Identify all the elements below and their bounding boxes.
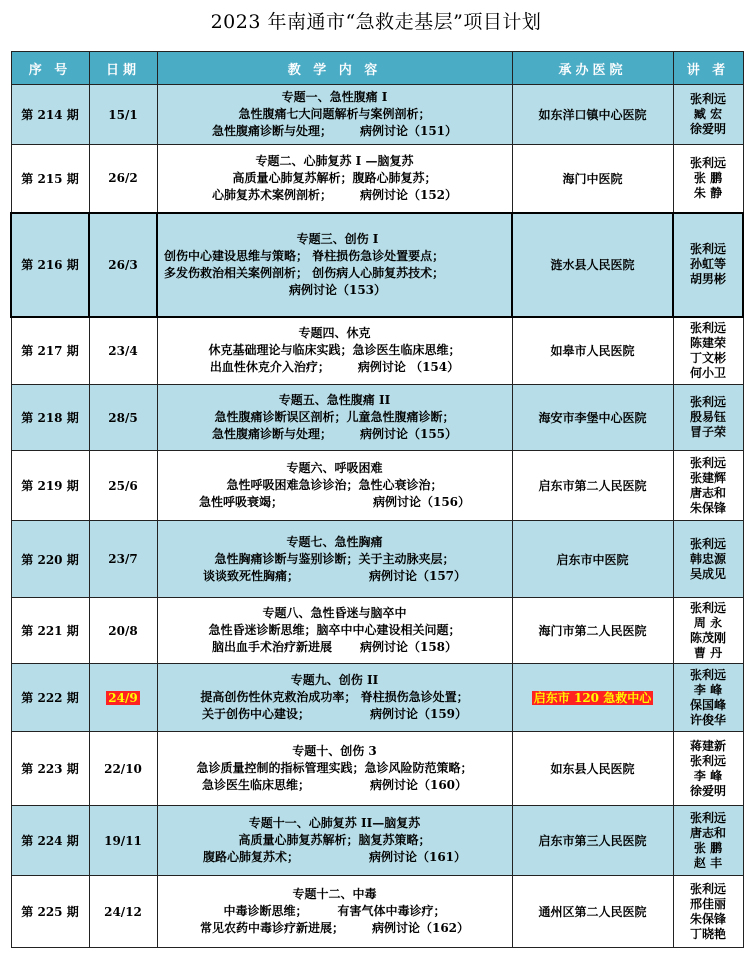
seq-cell: 第 216 期 bbox=[11, 213, 89, 317]
topic-text: 专题一、急性腹痛 I bbox=[281, 90, 388, 104]
table-row bbox=[11, 806, 743, 876]
content-line: 高质量心肺复苏解析；脑复苏策略； bbox=[238, 833, 431, 847]
table-row bbox=[11, 385, 743, 451]
topic-text: 专题三、创伤 I bbox=[296, 231, 379, 246]
seq-cell: 第 221 期 bbox=[11, 598, 89, 664]
header-seq: 序 号 bbox=[11, 52, 89, 85]
content-line: 急性腹痛诊断与处理； 病例讨论（151） bbox=[211, 124, 458, 138]
hospital-cell: 海门中医院 bbox=[512, 145, 673, 213]
content-cell bbox=[157, 213, 512, 317]
content-line: 急性腹痛诊断误区剖析；儿童急性腹痛诊断； bbox=[214, 410, 455, 424]
seq-cell: 第 225 期 bbox=[11, 876, 89, 948]
hospital-cell: 涟水县人民医院 bbox=[512, 213, 673, 317]
table-row bbox=[11, 521, 743, 598]
table-row bbox=[11, 876, 743, 948]
content-cell bbox=[157, 521, 512, 598]
content-line: 急性腹痛诊断与处理； 病例讨论（155） bbox=[211, 427, 458, 441]
seq-cell: 第 223 期 bbox=[11, 732, 89, 806]
topic-text: 专题七、急性胸痛 bbox=[286, 534, 383, 549]
hospital-cell: 如东洋口镇中心医院 bbox=[512, 85, 673, 145]
date-cell: 23/4 bbox=[89, 317, 157, 385]
lecturer-cell: 张利远 张建辉 唐志和 朱保锋 bbox=[673, 451, 743, 521]
content-line: 心肺复苏术案例剖析； 病例讨论（152） bbox=[211, 187, 458, 202]
schedule-table bbox=[10, 51, 744, 948]
date-cell: 25/6 bbox=[89, 451, 157, 521]
page-title: 2023 年南通市“急救走基层”项目计划 bbox=[210, 11, 542, 33]
seq-cell: 第 217 期 bbox=[11, 317, 89, 385]
lecturer-cell: 张利远 殷易钰 冒子荣 bbox=[673, 385, 743, 451]
date-cell: 20/8 bbox=[89, 598, 157, 664]
content-cell bbox=[157, 317, 512, 385]
hospital-highlight: 启东市 120 急救中心 bbox=[533, 691, 652, 705]
content-line: 腹路心肺复苏术； 病例讨论（161） bbox=[202, 850, 467, 864]
content-line: 急诊医生临床思维； 病例讨论（160） bbox=[201, 778, 468, 792]
table-row bbox=[11, 317, 743, 385]
content-line: 高质量心肺复苏解析；腹路心肺复苏； bbox=[232, 170, 437, 185]
table-row bbox=[11, 732, 743, 806]
content-cell bbox=[157, 451, 512, 521]
content-line: 出血性休克介入治疗； 病例讨论 （154） bbox=[209, 360, 460, 375]
seq-cell: 第 220 期 bbox=[11, 521, 89, 598]
content-line: 急性呼吸困难急诊诊治；急性心衰诊治； bbox=[226, 478, 443, 492]
hospital-cell: 通州区第二人民医院 bbox=[512, 876, 673, 948]
lecturer-cell: 张利远 陈建荣 丁文彬 何小卫 bbox=[673, 317, 743, 385]
content-line: 病例讨论（153） bbox=[288, 282, 387, 297]
content-line: 急性腹痛七大问题解析与案例剖析； bbox=[238, 107, 431, 121]
topic-text: 专题十二、中毒 bbox=[292, 887, 377, 901]
table-row bbox=[11, 451, 743, 521]
hospital-cell: 海门市第二人民医院 bbox=[512, 598, 673, 664]
table-row bbox=[11, 145, 743, 213]
table-row bbox=[11, 664, 743, 732]
header-content: 教 学 内 容 bbox=[157, 52, 512, 85]
seq-cell: 第 218 期 bbox=[11, 385, 89, 451]
topic-text: 专题六、呼吸困难 bbox=[286, 461, 383, 475]
seq-cell: 第 224 期 bbox=[11, 806, 89, 876]
content-line: 中毒诊断思维； 有害气体中毒诊疗； bbox=[223, 904, 446, 918]
table-header-row bbox=[11, 52, 743, 85]
date-cell: 24/12 bbox=[89, 876, 157, 948]
hospital-cell: 如皋市人民医院 bbox=[512, 317, 673, 385]
content-line: 急诊质量控制的指标管理实践；急诊风险防范策略； bbox=[196, 761, 473, 775]
topic-text: 专题九、创伤 II bbox=[290, 673, 379, 687]
content-cell bbox=[157, 664, 512, 732]
date-cell: 23/7 bbox=[89, 521, 157, 598]
hospital-cell: 启东市第二人民医院 bbox=[512, 451, 673, 521]
lecturer-cell: 张利远 邢佳丽 朱保锋 丁晓艳 bbox=[673, 876, 743, 948]
hospital-cell: 海安市李堡中心医院 bbox=[512, 385, 673, 451]
lecturer-cell: 张利远 臧 宏 徐爱明 bbox=[673, 85, 743, 145]
header-hospital: 承办医院 bbox=[512, 52, 673, 85]
table-row bbox=[11, 598, 743, 664]
seq-cell: 第 222 期 bbox=[11, 664, 89, 732]
date-cell: 22/10 bbox=[89, 732, 157, 806]
seq-cell: 第 219 期 bbox=[11, 451, 89, 521]
lecturer-cell: 张利远 孙虹等 胡男彬 bbox=[673, 213, 743, 317]
content-cell bbox=[157, 385, 512, 451]
date-cell: 15/1 bbox=[89, 85, 157, 145]
topic-text: 专题二、心肺复苏 I —脑复苏 bbox=[255, 153, 414, 168]
date-cell: 26/3 bbox=[89, 213, 157, 317]
content-cell bbox=[157, 598, 512, 664]
content-cell bbox=[157, 145, 512, 213]
hospital-cell: 如东县人民医院 bbox=[512, 732, 673, 806]
content-cell bbox=[157, 806, 512, 876]
content-line: 创伤中心建设思维与策略； 脊柱损伤急诊处置要点； bbox=[164, 248, 445, 263]
content-cell bbox=[157, 732, 512, 806]
date-highlight: 24/9 bbox=[108, 690, 138, 705]
lecturer-cell: 张利远 李 峰 保国峰 许俊华 bbox=[673, 664, 743, 732]
date-cell: 19/11 bbox=[89, 806, 157, 876]
lecturer-cell: 张利远 韩忠源 吴成见 bbox=[673, 521, 743, 598]
content-cell bbox=[157, 876, 512, 948]
seq-cell: 第 214 期 bbox=[11, 85, 89, 145]
content-line: 急性胸痛诊断与鉴别诊断；关于主动脉夹层； bbox=[214, 551, 455, 566]
content-line: 谈谈致死性胸痛； 病例讨论（157） bbox=[202, 568, 467, 583]
content-line: 常见农药中毒诊疗新进展； 病例讨论（162） bbox=[199, 921, 470, 935]
content-line: 脑出血手术治疗新进展 病例讨论（158） bbox=[211, 640, 458, 654]
header-lecturer: 讲 者 bbox=[673, 52, 743, 85]
lecturer-cell: 蒋建新 张利远 李 峰 徐爱明 bbox=[673, 732, 743, 806]
date-cell: 26/2 bbox=[89, 145, 157, 213]
content-line: 休克基础理论与临床实践；急诊医生临床思维； bbox=[208, 343, 461, 358]
content-line: 急性昏迷诊断思维；脑卒中中心建设相关问题； bbox=[208, 623, 461, 637]
topic-text: 专题四、休克 bbox=[298, 326, 371, 341]
topic-text: 专题十一、心肺复苏 II—脑复苏 bbox=[248, 816, 421, 830]
header-date: 日期 bbox=[89, 52, 157, 85]
content-line: 急性呼吸衰竭； 病例讨论（156） bbox=[198, 495, 471, 509]
topic-text: 专题八、急性昏迷与脑卒中 bbox=[262, 606, 407, 620]
seq-cell: 第 215 期 bbox=[11, 145, 89, 213]
content-cell bbox=[157, 85, 512, 145]
content-line: 提高创伤性休克救治成功率； 脊柱损伤急诊处置； bbox=[200, 690, 469, 704]
lecturer-cell: 张利远 唐志和 张 鹏 赵 丰 bbox=[673, 806, 743, 876]
topic-text: 专题十、创伤 3 bbox=[292, 744, 377, 758]
hospital-cell bbox=[512, 664, 673, 732]
lecturer-cell: 张利远 张 鹏 朱 静 bbox=[673, 145, 743, 213]
hospital-cell: 启东市中医院 bbox=[512, 521, 673, 598]
topic-text: 专题五、急性腹痛 II bbox=[278, 393, 391, 407]
content-line: 多发伤救治相关案例剖析； 创伤病人心肺复苏技术； bbox=[164, 265, 445, 280]
content-line: 关于创伤中心建设； 病例讨论（159） bbox=[201, 707, 468, 721]
table-row bbox=[11, 85, 743, 145]
table-row bbox=[11, 213, 743, 317]
date-cell: 28/5 bbox=[89, 385, 157, 451]
date-cell bbox=[89, 664, 157, 732]
lecturer-cell: 张利远 周 永 陈茂刚 曹 丹 bbox=[673, 598, 743, 664]
hospital-cell: 启东市第三人民医院 bbox=[512, 806, 673, 876]
